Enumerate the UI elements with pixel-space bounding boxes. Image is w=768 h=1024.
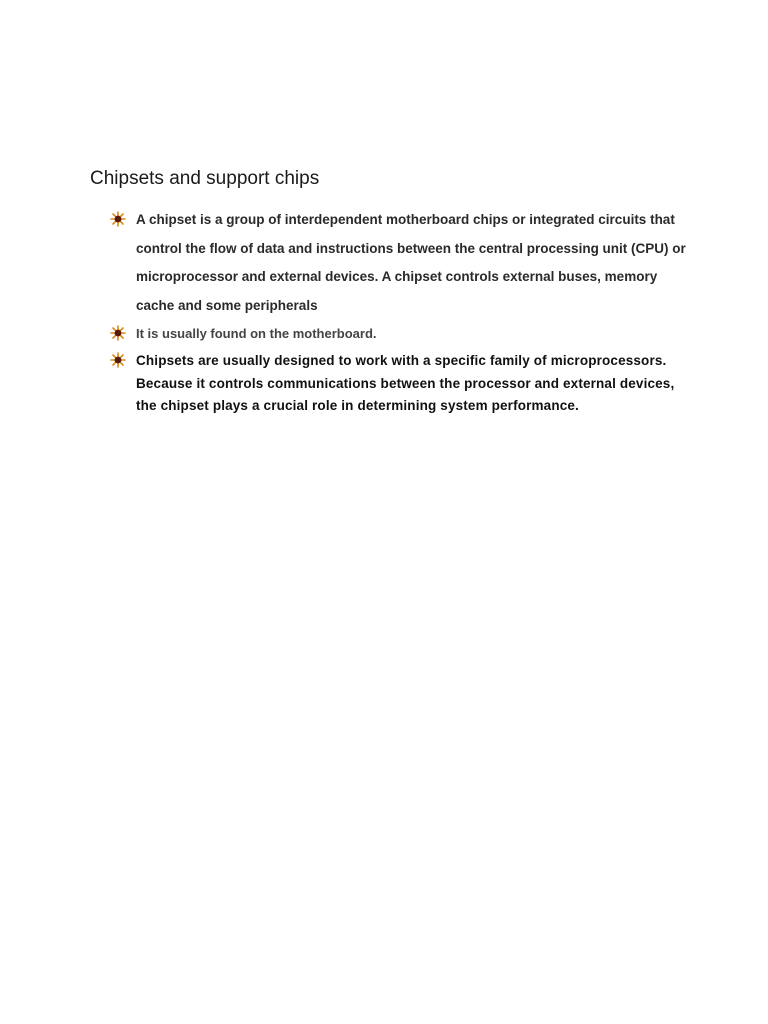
bullet-text: Chipsets are usually designed to work with a specific family of microprocessors. Because it controls communications between the processor and external devices, the chipset plays a crucial role in determining system performance.: [136, 353, 675, 413]
list-item: [108, 350, 698, 418]
sunburst-star-icon: [110, 211, 126, 227]
section-heading: Chipsets and support chips: [90, 168, 320, 189]
bullet-list: [108, 206, 698, 418]
list-item: [108, 206, 698, 320]
bullet-text: It is usually found on the motherboard.: [136, 326, 377, 341]
sunburst-star-icon: [110, 325, 126, 341]
sunburst-star-icon: [110, 352, 126, 368]
bullet-text: A chipset is a group of interdependent motherboard chips or integrated circuits that control the flow of data and instructions between the central processing unit (CPU) or microprocessor and external devices. A chipset controls external buses, memory cache and some peripherals: [136, 212, 686, 313]
list-item: [108, 320, 698, 348]
